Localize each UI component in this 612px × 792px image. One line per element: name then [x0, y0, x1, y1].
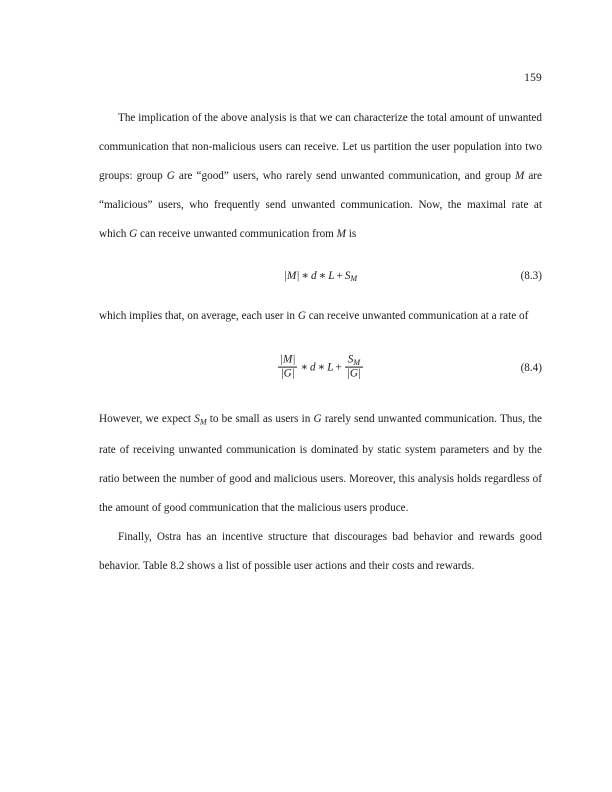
eq84-plus: +: [335, 361, 342, 374]
equation-8-4-expression: [99, 355, 542, 382]
paragraph-2-text: which implies that, on average, each user in G can receive unwanted communication at a rate of: [99, 310, 529, 322]
paragraph-2: [99, 302, 542, 331]
paragraph-1-text: The implication of the above analysis is that we can characterize the total amount of unwanted communication that non-malicious users can receive. Let us partition the user population into two groups: group G are “good” users, who rarely send unwanted communication, and group M are “malicious” users, who frequently send unwanted communication. Now, the maximal rate at which G can receive unwanted communication from M is: [99, 112, 542, 240]
paragraph-3-symbol-SM: $S_M$: [194, 413, 207, 427]
eq84-fraction-2: [345, 353, 363, 380]
paragraph-4: [99, 523, 542, 581]
eq83-star-1: ∗: [301, 269, 310, 282]
equation-spacer-top-2: [99, 331, 542, 343]
equation-8-3-row: [99, 261, 542, 290]
page-number: 159: [524, 72, 542, 84]
eq84-frac2-denominator: |G|: [346, 367, 362, 380]
paragraph-4-text: Finally, Ostra has an incentive structure that discourages bad behavior and rewards good behavior. Table 8.2 shows a list of possible user actions and their costs and rewards.: [99, 531, 542, 573]
eq84-frac1-numerator: |M|: [279, 353, 296, 366]
eq84-star-2: ∗: [317, 361, 326, 374]
paragraph-3: However, we expect $S_M$ to be small as users in G rarely send unwanted communication. Thus, the rate of receiving unwanted communication is dominated by static system parameters and by the ratio between the number of good and malicious users. Moreover, this analysis holds regardless of the amount of good communication that the malicious users produce.: [99, 413, 543, 515]
equation-8-4-number: (8.4): [520, 362, 542, 374]
equation-8-3-expression: [99, 268, 542, 282]
eq83-plus: +: [336, 269, 343, 282]
paragraph-1: [99, 104, 542, 249]
equation-8-4-row: [99, 343, 542, 393]
page-body: [99, 104, 542, 581]
eq84-star-1: ∗: [300, 361, 309, 374]
paragraph-3-symbol-G: G: [313, 413, 322, 425]
equation-8-3-number: (8.3): [520, 269, 542, 282]
eq84-L: L: [327, 361, 334, 374]
eq83-L: L: [328, 269, 335, 282]
eq83-d: d: [311, 269, 317, 282]
eq84-fraction-1: [278, 354, 297, 380]
equation-spacer-bottom-2: [99, 393, 542, 405]
eq83-star-2: ∗: [318, 269, 327, 282]
eq84-frac2-numerator: $S_M$: [345, 353, 363, 367]
eq84-d: d: [310, 361, 316, 374]
equation-spacer-top-1: [99, 249, 542, 261]
eq83-S: $S_M$: [344, 269, 358, 283]
eq84-frac1-denominator: |G|: [280, 367, 295, 380]
eq83-abs-m: |M|: [283, 269, 300, 282]
equation-spacer-bottom-1: [99, 290, 542, 302]
